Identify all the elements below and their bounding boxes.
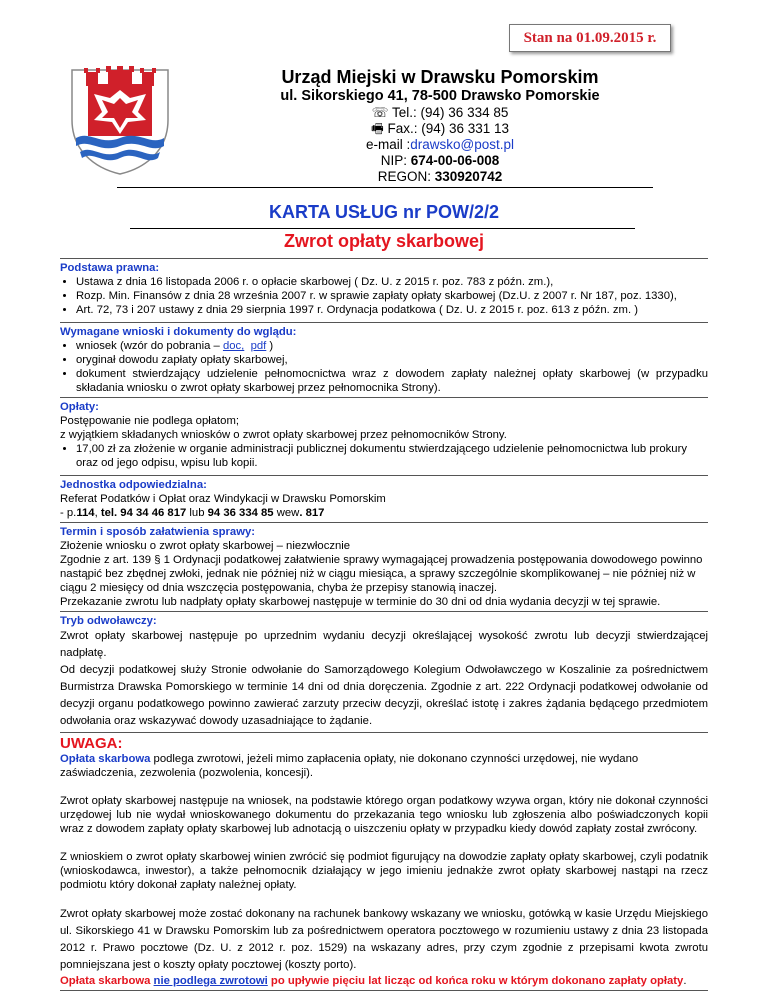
section-note — [60, 732, 708, 993]
list-item: • wniosek (wzór do pobrania – doc, pdf ) — [76, 339, 708, 353]
note-text: Zwrot opłaty skarbowej może zostać dokonany na rachunek bankowy wskazany we wniosku, gotówką w kasie Urzędu Miejskiego ul. Sikorskiego 41 w Drawsku Pomorskim lub za pośrednictwem operatora pocztowego w rozumieniu ustawy z dnia 23 listopada 2012 r. Prawo pocztowe (Dz. U. z 2012 r. poz. 1529) na wskazany adres, przy czym zgodnie z przepisami kwota zwrotu pomniejszana jest o koszty opłaty pocztowej (koszty porto). — [60, 908, 708, 971]
list-item: • 17,00 zł za złożenie w organie administracji publicznej dokumentu stwierdzającego udzielenie pełnomocnictwa lub prokury oraz od jego odpisu, wpisu lub kopii. — [76, 442, 708, 470]
section-responsible-unit — [60, 475, 708, 522]
service-card-content — [60, 258, 708, 993]
note-text: Z wnioskiem o zwrot opłaty skarbowej winien zwrócić się podmiot figurujący na dowodzie zapłaty opłaty skarbowej, czyli podatnik (wnioskodawca, inwestor), a także pełnomocnik działający w jego imieniu jednakże zwrot opłaty skarbowej nastąpi na rzecz podmiotu który dokonał zapłaty należnej opłaty. — [60, 851, 708, 891]
section-required-documents — [60, 322, 708, 397]
section-appeal — [60, 611, 708, 732]
office-nip: NIP: 674-00-06-008 — [380, 153, 500, 168]
card-title: KARTA USŁUG nr POW/2/2 — [268, 202, 499, 222]
note-heading: UWAGA: — [60, 735, 123, 752]
list-item: • oryginał dowodu zapłaty opłaty skarbowej, — [76, 353, 708, 367]
office-email: e-mail :drawsko@post.pl — [365, 137, 514, 152]
note-final: Opłata skarbowa nie podlega zwrotowi po upływie pięciu lat licząc od końca roku w którym dokonano zapłaty opłaty. — [60, 975, 687, 987]
email-link[interactable]: drawsko@post.pl — [410, 137, 514, 152]
section-heading: Jednostka odpowiedzialna: — [60, 479, 207, 491]
divider — [117, 187, 653, 188]
section-legal-basis — [60, 258, 708, 319]
section-fees — [60, 397, 708, 472]
download-pdf-link[interactable]: pdf — [250, 340, 267, 352]
deadline-text: Złożenie wniosku o zwrot opłaty skarbowej – niezwłocznie — [60, 540, 351, 552]
stamp-text: Stan na 01.09.2015 r. — [523, 30, 657, 46]
town-coat-of-arms-icon — [64, 64, 176, 176]
download-doc-link[interactable]: doc, — [222, 340, 245, 352]
list-item: • Art. 72, 73 i 207 ustawy z dnia 29 sierpnia 1997 r. Ordynacja podatkowa ( Dz. U. z 2015 r. poz. 613 z późn. zm. ) — [76, 303, 708, 317]
section-heading: Podstawa prawna: — [60, 262, 160, 274]
status-date-stamp — [509, 24, 671, 52]
divider — [130, 228, 635, 229]
section-deadline — [60, 522, 708, 611]
section-heading: Wymagane wnioski i dokumenty do wglądu: — [60, 326, 297, 338]
fees-text: Postępowanie nie podlega opłatom; — [60, 415, 239, 427]
deadline-text: Przekazanie zwrotu lub nadpłaty opłaty skarbowej następuje w terminie do 30 dni od dnia wydania decyzji w tej sprawie. — [60, 596, 661, 608]
unit-name: Referat Podatków i Opłat oraz Windykacji w Drawsku Pomorskim — [60, 493, 386, 505]
unit-contact: - p.114, tel. 94 34 46 817 lub 94 36 334 85 wew. 817 — [60, 507, 325, 519]
list-item: • Ustawa z dnia 16 listopada 2006 r. o opłacie skarbowej ( Dz. U. z 2015 r. poz. 783 z późn. zm.), — [76, 275, 708, 289]
office-address: ul. Sikorskiego 41, 78-500 Drawsko Pomorskie — [280, 88, 600, 104]
note-text: Zwrot opłaty skarbowej następuje na wniosek, na podstawie którego organ podatkowy wzywa organ, który nie dokonał czynności urzędowej lub nie wydał wnioskowanego dokumentu do przekazania tego wniosku lub zgłoszenia albo poświadczonych kopii wraz z dowodem zapłaty opłaty skarbowej lub adnotacją o uiszczeniu opłaty w przypadku kiedy dowód zapłaty został zwrócony. — [60, 795, 708, 835]
section-heading: Termin i sposób załatwienia sprawy: — [60, 526, 256, 538]
deadline-text: Zgodnie z art. 139 § 1 Ordynacji podatkowej załatwienie sprawy wymagającej prowadzenia postępowania dowodowego powinno nastąpić bez zbędnej zwłoki, jednak nie później niż w ciągu miesiąca, a sprawy szczególnie skomplikowanej – nie później niż w ciągu 2 miesięcy od dnia wszczęcia postępowania, chyba że przepisy stanowią inaczej. — [60, 554, 703, 594]
office-fax: 🖷 Fax.: (94) 36 331 13 — [370, 121, 510, 136]
office-header — [200, 66, 680, 185]
office-regon: REGON: 330920742 — [377, 169, 503, 184]
list-item: • dokument stwierdzający udzielenie pełnomocnictwa wraz z dowodem zapłaty należnej opłaty skarbowej (w przypadku składania wniosku o zwrot opłaty skarbowej przez pełnomocnika Strony). — [76, 367, 708, 395]
appeal-text: Od decyzji podatkowej służy Stronie odwołanie do Samorządowego Kolegium Odwoławczego w Koszalinie za pośrednictwem Burmistrza Drawska Pomorskiego w terminie 14 dni od dnia doręczenia. Zgodnie z art. 222 Ordynacji podatkowej odwołanie od decyzji organu podatkowego powinno zawierać zarzuty przeciw decyzji, określać istotę i zakres żądania będącego przedmiotem odwołania oraz wskazywać dowody uzasadniające to żądanie. — [60, 664, 708, 727]
service-subject: Zwrot opłaty skarbowej — [283, 231, 485, 251]
office-phone: ☏ Tel.: (94) 36 334 85 — [371, 105, 509, 120]
divider — [60, 990, 708, 991]
note-text: Opłata skarbowa podlega zwrotowi, jeżeli mimo zapłacenia opłaty, nie dokonano czynności urzędowej, nie wydano zaświadczenia, zezwolenia (pozwolenia, koncesji). — [60, 753, 639, 779]
section-heading: Opłaty: — [60, 401, 99, 413]
list-item: • Rozp. Min. Finansów z dnia 28 września 2007 r. w sprawie zapłaty opłaty skarbowej (Dz.U. z 2007 r. Nr 187, poz. 1330), — [76, 289, 708, 303]
appeal-text: Zwrot opłaty skarbowej następuje po uprzednim wydaniu decyzji określającej wysokość zwrotu lub decyzji stwierdzającej nadpłatę. — [60, 630, 708, 659]
office-name: Urząd Miejski w Drawsku Pomorskim — [281, 67, 599, 87]
fees-text: z wyjątkiem składanych wniosków o zwrot opłaty skarbowej przez pełnomocników Strony. — [60, 429, 507, 441]
non-refundable-link[interactable]: nie podlega zwrotowi — [153, 975, 268, 987]
section-heading: Tryb odwoławczy: — [60, 615, 157, 627]
